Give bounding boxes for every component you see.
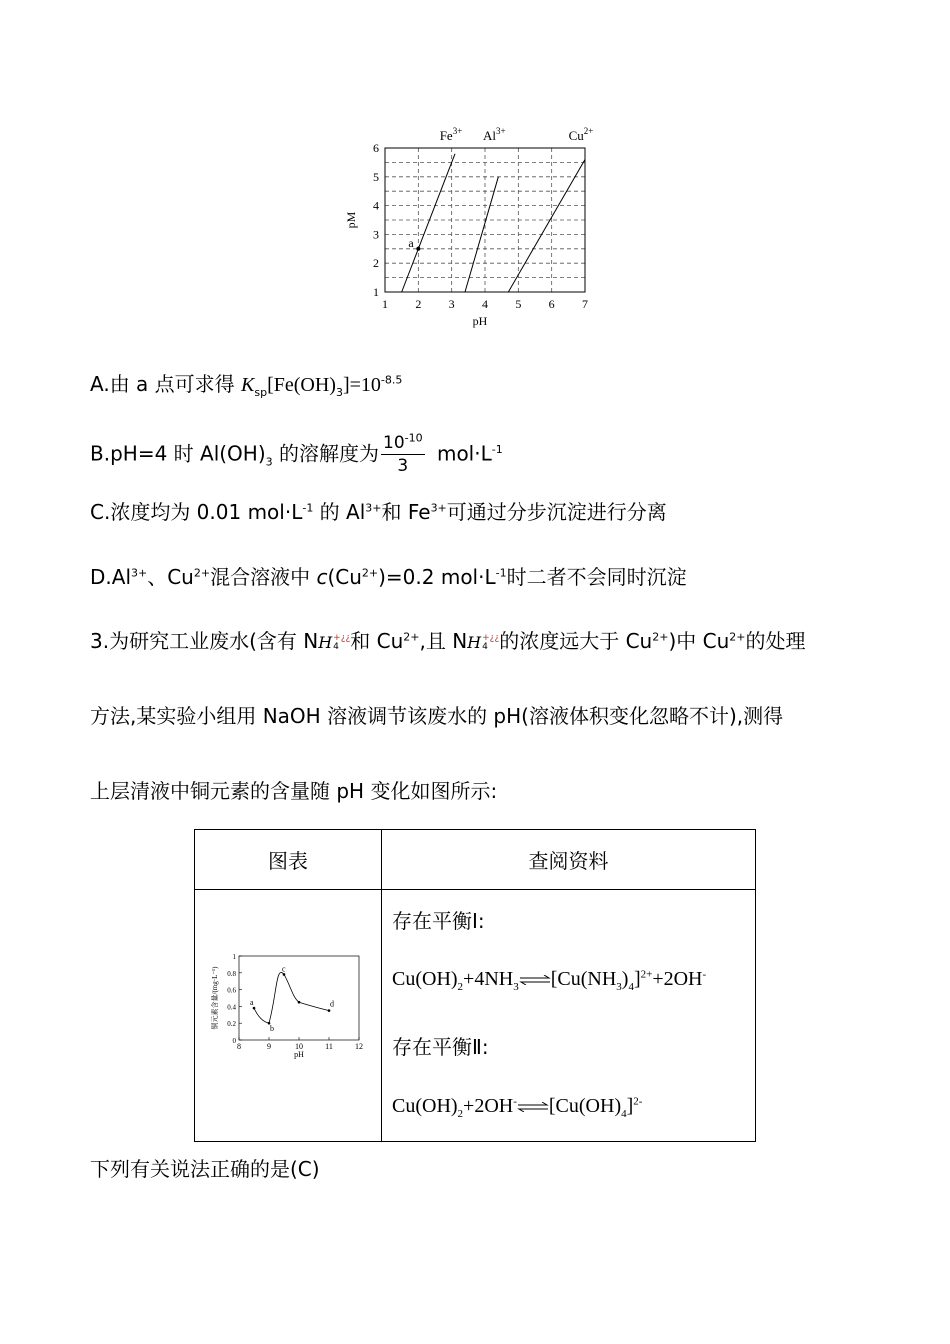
y-tick-label: 4 [373,198,379,213]
y-axis-label: pM [344,211,358,229]
series-label-cu: $Cu^{2+}$ [568,126,594,143]
x-axis-label: pH [472,314,488,328]
y-tick-label: 2 [373,256,379,271]
y-tick-label: 0.2 [227,1020,236,1029]
x-tick-label: 5 [515,297,522,311]
x-tick-label: 12 [355,1042,363,1051]
point-a-label: a [250,998,254,1008]
question-3-line-2: 方法,某实验小组用 NaOH 溶液调节该废水的 pH(溶液体积变化忽略不计),测得 [90,704,784,728]
series-label-fe: $Fe^{3+}$ [439,126,463,143]
y-tick-label: 0.4 [227,1003,236,1012]
point-b-label: b [270,1024,274,1034]
y-tick-label: 0.8 [227,969,236,978]
x-tick-label: 2 [415,297,422,311]
plot-frame [239,956,359,1040]
table-header-reference: 查阅资料 [382,830,756,890]
y-tick-label: 6 [373,141,379,155]
y-tick-label: 3 [373,227,379,242]
option-b: B.pH=4 时 $Al(OH)_3$ 的溶解度为 $\frac{10^{-10}}{3}$ $mol\cdot L^{-1}$ [90,431,503,476]
option-a: A.由 a 点可求得 $K_{sp}[Fe(OH)_3]=10^{-8.5}$ [90,372,403,399]
curve-point [328,1009,331,1012]
closing-question: 下列有关说法正确的是(C) [90,1157,320,1181]
series-line-cu [508,160,585,292]
solubility-fraction: $\frac{10^{-10}}{3}$ [383,431,423,476]
info-table [194,829,756,1142]
equilibrium-2-equation: $Cu(OH)_2+2OH^-$ $[Cu(OH)_4]^{2-}$ [392,1095,643,1120]
option-c: C.浓度均为 0.01 $mol\cdot L^{-1}$ 的 $Al^{3+}$和 $Fe^{3+}$可通过分步沉淀进行分离 [90,500,667,524]
curve-point [253,1007,256,1010]
x-tick-label: 11 [325,1042,333,1051]
y-tick-label: 5 [373,169,379,184]
series-label-al: $Al^{3+}$ [483,126,506,143]
y-tick-label: 1 [232,953,236,961]
equilibrium-1-equation: $Cu(OH)_2+4NH_3$ $[Cu(NH_3)_4]^{2+}+2OH^-$ [392,968,707,993]
curve-point [298,1001,301,1004]
question-3-line-1: 3.为研究工业废水(含有 NH +¿¿ 4 和 $Cu^{2+}$,且 NH +¿¿ 4 的浓度远大于 $Cu^{2+}$)中 $Cu^{2+}$的处理 [90,629,806,653]
copper-curve [254,972,329,1023]
equilibrium-arrow-icon [519,975,551,985]
question-3-line-3: 上层清液中铜元素的含量随 pH 变化如图所示: [90,779,498,803]
x-tick-label: 9 [267,1042,271,1051]
x-tick-label: 8 [237,1042,241,1051]
copper-content-chart [209,950,369,1070]
point-a-label: a [408,235,414,250]
y-tick-label: 0.6 [227,986,236,995]
equilibrium-1-title: 存在平衡Ⅰ: [392,909,485,933]
x-tick-label: 3 [448,297,455,311]
point-c-label: c [282,964,286,974]
equilibrium-2-title: 存在平衡Ⅱ: [392,1035,489,1059]
point-d-label: d [330,999,334,1009]
equilibrium-arrow-icon [517,1102,549,1112]
x-tick-label: 6 [548,297,555,311]
x-tick-label: 7 [582,297,588,311]
point-a [416,247,420,251]
curve-point [283,973,286,976]
y-tick-label: 1 [373,285,379,299]
pm-ph-chart [335,120,625,335]
option-d: $D.Al^{3+}$、$Cu^{2+}$混合溶液中 $c(Cu^{2+})=0.2$ $mol\cdot L^{-1}$时二者不会同时沉淀 [90,565,687,589]
x-tick-label: 1 [382,297,388,311]
x-axis-label: pH [294,1050,304,1059]
table-header-chart: 图表 [195,830,382,890]
series-line-fe [402,154,455,292]
y-axis-label: 铜元素含量/(mg·L⁻¹) [211,966,219,1030]
x-tick-label: 4 [482,297,488,311]
y-tick-label: 0 [232,1037,236,1045]
x-tick-label: 10 [295,1042,303,1051]
